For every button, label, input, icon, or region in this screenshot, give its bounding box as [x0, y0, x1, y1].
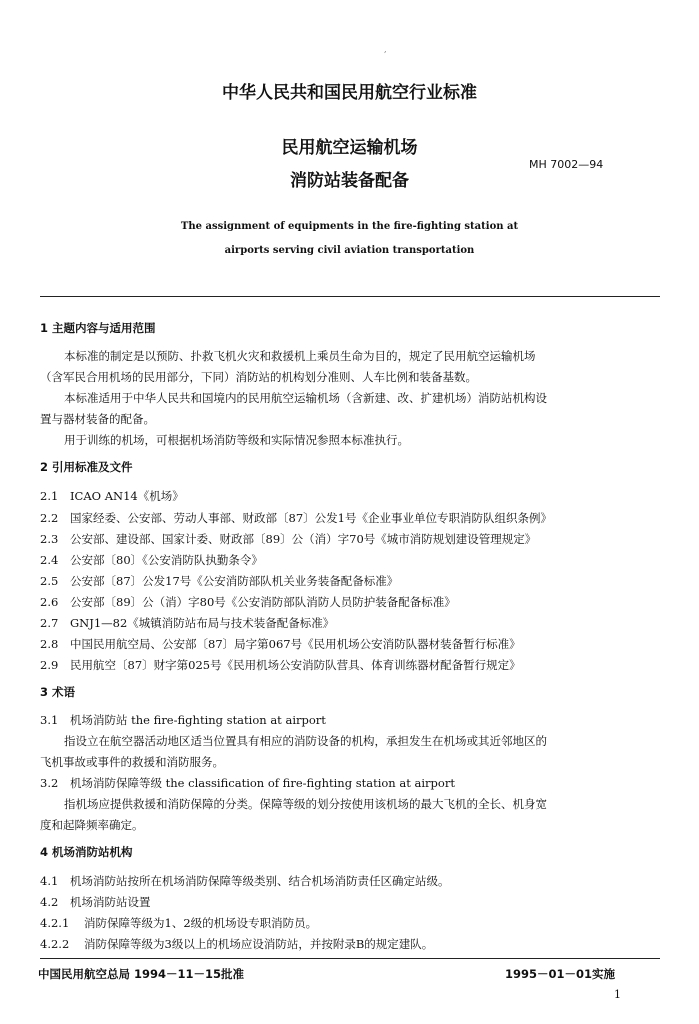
term-definition: 指设立在航空器活动地区适当位置具有相应的消防设备的机构，承担发生在机场或其近邻地区的: [64, 734, 547, 748]
reference-item: [40, 615, 334, 631]
reference-text: 公安部、建设部、国家计委、财政部〔89〕公（消）字70号《城市消防规划建设管理规定》: [70, 532, 537, 546]
clause-text: 消防保障等级为1、2级的机场设专职消防员。: [84, 916, 318, 930]
reference-text: GNJ1—82《城镇消防站布局与技术装备配备标准》: [70, 616, 335, 630]
reference-number: 2.7: [40, 616, 59, 630]
reference-item: [40, 488, 184, 504]
reference-item: [40, 573, 398, 589]
section-3-heading: 3 术语: [40, 685, 76, 699]
section-1-heading: 1 主题内容与适用范围: [40, 321, 156, 335]
term-3-2: [40, 775, 455, 791]
reference-item: [40, 636, 521, 652]
term-number: 3.1: [40, 713, 59, 727]
clause-number: 4.2: [40, 895, 59, 909]
reference-number: 2.5: [40, 574, 59, 588]
reference-text: 民用航空〔87〕财字第025号《民用机场公安消防队营具、体育训练器材配备暂行规定》: [70, 658, 521, 672]
term-definition: 度和起降频率确定。: [40, 818, 144, 832]
clause-number: 4.2.1: [40, 916, 70, 930]
clause-item: [40, 936, 433, 952]
standard-org: 中华人民共和国民用航空行业标准: [222, 83, 477, 103]
reference-item: [40, 594, 456, 610]
reference-number: 2.8: [40, 637, 59, 651]
section-1-paragraph: 置与器材装备的配备。: [40, 412, 155, 426]
reference-number: 2.2: [40, 511, 59, 525]
clause-text: 机场消防站按所在机场消防保障等级类别、结合机场消防责任区确定站级。: [70, 874, 450, 888]
english-title-line-1: The assignment of equipments in the fire-fighting station at: [180, 221, 519, 232]
reference-item: [40, 552, 263, 568]
section-1-paragraph: 本标准的制定是以预防、扑救飞机火灾和救援机上乘员生命为目的，规定了民用航空运输机场: [64, 349, 536, 363]
title-line-1: 民用航空运输机场: [281, 138, 418, 158]
clause-number: 4.2.2: [40, 937, 70, 951]
term-definition: 指机场应提供救援和消防保障的分类。保障等级的划分按使用该机场的最大飞机的全长、机身宽: [64, 797, 547, 811]
reference-item: [40, 531, 536, 547]
standard-code: MH 7002—94: [529, 158, 604, 171]
reference-text: 公安部〔89〕公（消）字80号《公安消防部队消防人员防护装备配备标准》: [70, 595, 456, 609]
term-name: 机场消防保障等级 the classification of fire-fighting station at airport: [70, 776, 455, 790]
term-number: 3.2: [40, 776, 59, 790]
clause-text: 机场消防站设置: [70, 895, 151, 909]
term-3-1: [40, 712, 326, 728]
reference-text: 公安部〔80〕《公安消防队执勤条令》: [70, 553, 263, 567]
clause-item: [40, 894, 151, 910]
term-definition: 飞机事故或事件的救援和消防服务。: [40, 755, 224, 769]
section-1-paragraph: 用于训练的机场，可根据机场消防等级和实际情况参照本标准执行。: [64, 433, 409, 447]
reference-text: 公安部〔87〕公发17号《公安消防部队机关业务装备配备标准》: [70, 574, 399, 588]
section-2-heading: 2 引用标准及文件: [40, 460, 133, 474]
title-line-2: 消防站装备配备: [290, 171, 409, 191]
clause-item: [40, 873, 450, 889]
reference-item: [40, 510, 552, 526]
clause-text: 消防保障等级为3级以上的机场应设消防站，并按附录B的规定建队。: [84, 937, 434, 951]
reference-number: 2.1: [40, 489, 59, 503]
english-title-line-2: airports serving civil aviation transportation: [224, 245, 475, 256]
reference-text: 中国民用航空局、公安部〔87〕局字第067号《民用机场公安消防队器材装备暂行标准》: [70, 637, 521, 651]
clause-item: [40, 915, 317, 931]
reference-number: 2.6: [40, 595, 59, 609]
top-divider: [40, 296, 660, 297]
clause-number: 4.1: [40, 874, 59, 888]
reference-text: 国家经委、公安部、劳动人事部、财政部〔87〕公发1号《企业事业单位专职消防队组织条例》: [70, 511, 552, 525]
scan-mark: ,: [384, 45, 387, 54]
approval-line: 中国民用航空总局 1994－11－15批准: [38, 967, 245, 981]
effective-date: 1995－01－01实施: [505, 967, 616, 981]
section-1-paragraph: （含军民合用机场的民用部分，下同）消防站的机构划分准则、人车比例和装备基数。: [40, 370, 477, 384]
section-4-heading: 4 机场消防站机构: [40, 845, 133, 859]
page-number: 1: [614, 988, 621, 1001]
reference-text: ICAO AN14《机场》: [70, 489, 184, 503]
reference-number: 2.9: [40, 658, 59, 672]
reference-item: [40, 657, 521, 673]
bottom-divider: [40, 958, 660, 959]
section-1-paragraph: 本标准适用于中华人民共和国境内的民用航空运输机场（含新建、改、扩建机场）消防站机构设: [64, 391, 547, 405]
reference-number: 2.3: [40, 532, 59, 546]
reference-number: 2.4: [40, 553, 59, 567]
term-name: 机场消防站 the fire-fighting station at airport: [70, 713, 326, 727]
